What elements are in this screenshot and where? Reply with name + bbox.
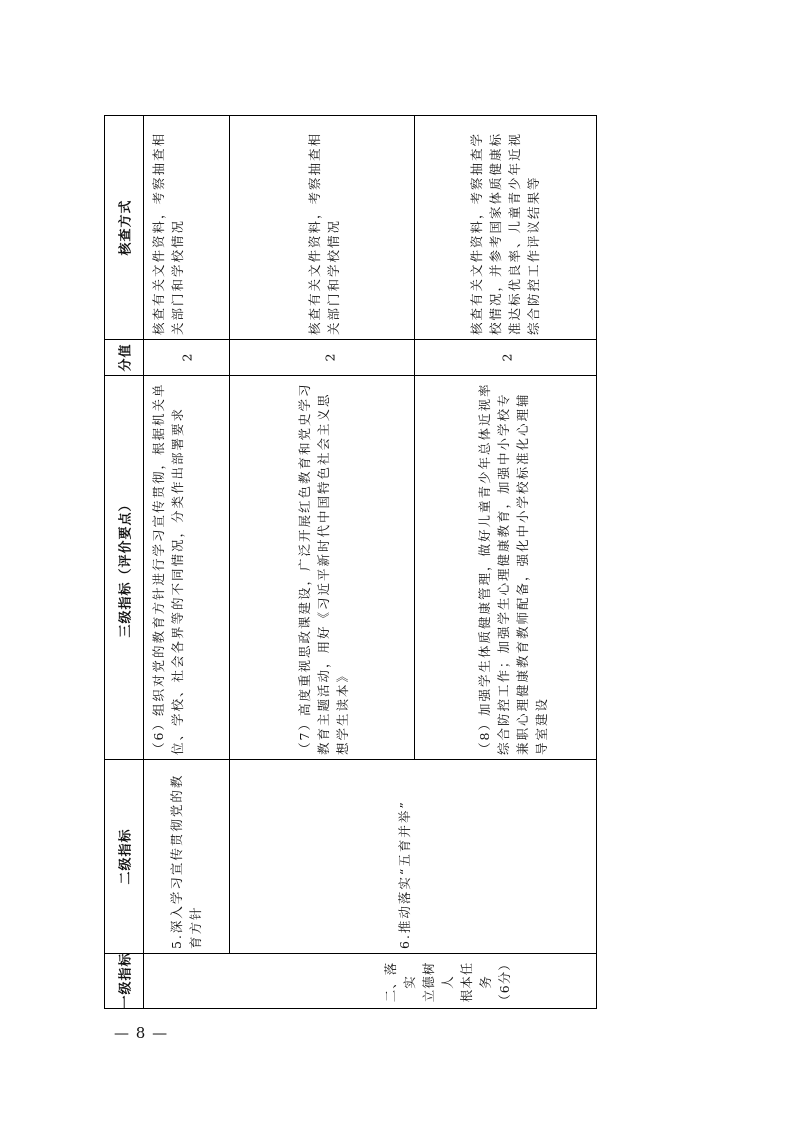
row-6-method: 核查有关文件资料，考察抽查相关部门和学校情况 [151, 131, 185, 335]
row-6-score: 2 [179, 353, 195, 361]
row-6-point: （6）组织对党的教育方针进行学习宣传贯彻，根据机关单位、学校、社会各界等的不同情况，分类作出部署要求 [151, 382, 185, 755]
header-method-cell [105, 116, 143, 339]
row-7-method: 核查有关文件资料，考察抽查相关部门和学校情况 [307, 131, 341, 335]
row-7-point: （7）高度重视思政课建设，广泛开展红色教育和党史学习教育主题活动，用好《习近平新时代中国特色社会主义思想学生读本》 [297, 382, 350, 755]
header-level2: 二级指标 [118, 827, 134, 885]
header-level3: 三级指标（评价要点） [118, 496, 134, 638]
evaluation-table [104, 115, 597, 1009]
row-6-score-cell [149, 339, 225, 375]
level2-item-5: 5.深入学习宣传贯彻党的教育方针 [169, 773, 203, 949]
divider-point-level2 [105, 759, 596, 760]
header-score: 分值 [118, 342, 134, 372]
divider-row-7-8 [414, 116, 415, 759]
row-8-point-cell [475, 379, 549, 755]
row-8-score: 2 [499, 353, 515, 361]
divider-level2-level1 [105, 953, 596, 954]
header-level2-cell [105, 759, 143, 953]
row-8-method-cell [467, 120, 547, 335]
level1-group [381, 957, 514, 1007]
level2-item-6: 6.推动落实“五育并举” [397, 800, 412, 949]
row-6-method-cell [149, 120, 225, 335]
divider-level2-5-6 [229, 759, 230, 953]
level2-item-6-cell [395, 763, 425, 949]
level1-group-cell [381, 957, 512, 1007]
row-7-score: 2 [322, 353, 338, 361]
level1-line: 二、落实 [383, 961, 417, 1003]
row-7-score-cell [305, 339, 355, 375]
row-8-score-cell [487, 339, 527, 375]
header-level3-cell [105, 375, 143, 759]
row-6-point-cell [149, 379, 225, 755]
level1-line: 根本任务 [459, 961, 493, 1003]
header-score-cell [105, 339, 143, 375]
level2-item-5-cell [167, 763, 213, 949]
header-level1: 一级指标 [118, 952, 134, 1009]
row-8-method: 核查有关文件资料，考察抽查学校情况，并参考国家体质健康标准达标优良率、儿童青少年近视综合防控工作评议结果等 [469, 131, 541, 335]
divider-header-column [143, 116, 144, 1008]
page-number: — 8 — [114, 1024, 169, 1042]
divider-score-point [105, 375, 596, 376]
row-7-point-cell [295, 379, 367, 755]
level1-line: 立德树人 [421, 961, 455, 1003]
header-level1-cell [105, 953, 143, 1008]
row-7-method-cell [305, 120, 355, 335]
level1-line: （6分） [497, 957, 512, 1007]
header-method: 核查方式 [118, 199, 134, 256]
divider-row-6-7 [229, 116, 230, 759]
row-8-point: （8）加强学生体质健康管理，做好儿童青少年总体近视率综合防控工作；加强学生心理健康教育，加强中小学校专兼职心理健康教育教师配备，强化中小学校标准化心理辅导室建设 [477, 382, 549, 755]
